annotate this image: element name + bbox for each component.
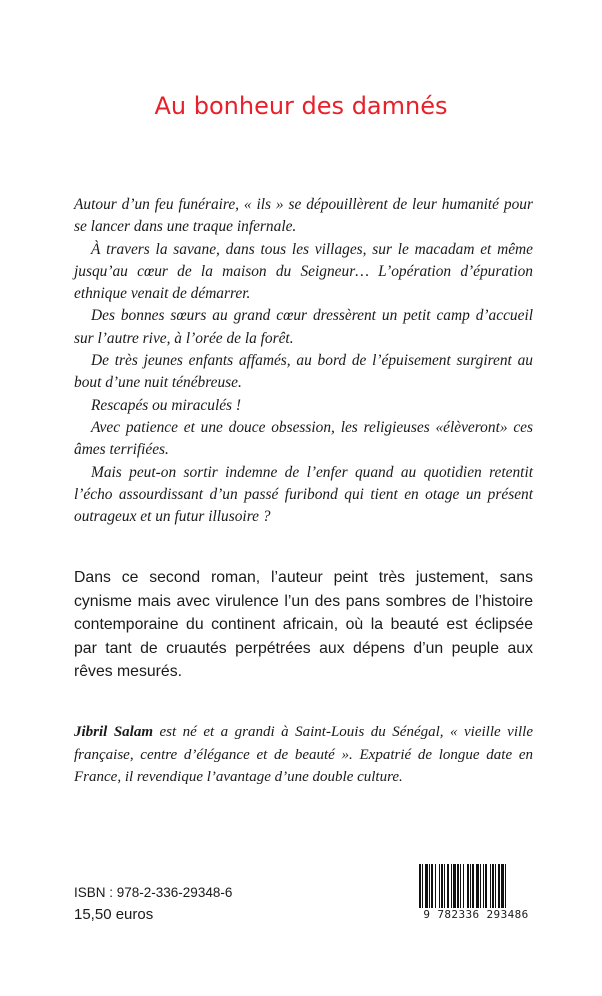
barcode-bar bbox=[495, 864, 496, 908]
barcode-bar bbox=[480, 864, 481, 908]
barcode-bar bbox=[447, 864, 449, 908]
barcode-bar bbox=[472, 864, 474, 908]
price: 15,50 euros bbox=[74, 906, 154, 923]
synopsis-paragraph: Des bonnes sœurs au grand cœur dressèrent un petit camp d’accueil sur l’autre rive, à l’orée de la forêt. bbox=[74, 307, 533, 347]
barcode-bar bbox=[490, 864, 491, 908]
barcode-bar bbox=[492, 864, 494, 908]
barcode-bars bbox=[418, 864, 534, 908]
barcode-bar bbox=[470, 864, 471, 908]
synopsis-paragraph: Rescapés ou miraculés ! bbox=[91, 396, 242, 414]
barcode-bar bbox=[501, 864, 504, 908]
synopsis-paragraph: Avec patience et une douce obsession, les religieuses «élèveront» ces âmes terrifiées. bbox=[74, 418, 533, 459]
barcode-bar bbox=[463, 864, 464, 908]
barcode-bar bbox=[444, 864, 445, 908]
synopsis-paragraph: À travers la savane, dans tous les villages, sur le macadam et même jusqu’au cœur de la maison du Seigneur… L’opération d’épuration ethnique venait de démarrer. bbox=[74, 240, 533, 303]
barcode-bar bbox=[453, 864, 456, 908]
barcode-bar bbox=[439, 864, 440, 908]
synopsis bbox=[74, 194, 533, 528]
barcode-bar bbox=[429, 864, 430, 908]
barcode-bar bbox=[498, 864, 500, 908]
barcode-bar bbox=[460, 864, 461, 908]
barcode-bar bbox=[422, 864, 423, 908]
barcode-bar bbox=[441, 864, 443, 908]
barcode-bar bbox=[431, 864, 433, 908]
isbn: ISBN : 978-2-336-29348-6 bbox=[74, 885, 233, 900]
synopsis-paragraph: Autour d’un feu funéraire, « ils » se dépouillèrent de leur humanité pour se lancer dans une traque infernale. bbox=[74, 196, 533, 236]
barcode-bar bbox=[435, 864, 436, 908]
barcode-bar bbox=[419, 864, 421, 908]
barcode-bar bbox=[485, 864, 487, 908]
book-title: Au bonheur des damnés bbox=[154, 92, 448, 120]
synopsis-paragraph: Mais peut-on sortir indemne de l’enfer quand au quotidien retentit l’écho assourdissant d’un passé furibond qui tient en otage un présent outrageux et un futur illusoire ? bbox=[74, 463, 533, 526]
barcode bbox=[418, 864, 534, 936]
author-bio-text: est né et a grandi à Saint-Louis du Sénégal, « vieille ville française, centre d’élégance et de beauté ». Expatrié de longue date en France, il revendique l’avantage d’une double culture. bbox=[74, 724, 533, 785]
barcode-bar bbox=[451, 864, 452, 908]
author-name: Jibril Salam bbox=[74, 724, 154, 740]
about-the-novel: Dans ce second roman, l’auteur peint très justement, sans cynisme mais avec virulence l’un des pans sombres de l’histoire contemporaine du continent africain, où la beauté est éclipsée par tant de cruautés perpétrées aux dépens d’un peuple aux rêves mesurés. bbox=[74, 569, 533, 680]
synopsis-paragraph: De très jeunes enfants affamés, au bord de l’épuisement surgirent au bout d’une nuit ténébreuse. bbox=[74, 352, 533, 392]
barcode-bar bbox=[457, 864, 459, 908]
barcode-bar bbox=[505, 864, 506, 908]
barcode-bar bbox=[425, 864, 428, 908]
barcode-bar bbox=[483, 864, 484, 908]
author-bio bbox=[74, 721, 533, 789]
barcode-bar bbox=[476, 864, 479, 908]
barcode-digits: 9 782336 293486 bbox=[418, 908, 534, 921]
barcode-bar bbox=[467, 864, 469, 908]
